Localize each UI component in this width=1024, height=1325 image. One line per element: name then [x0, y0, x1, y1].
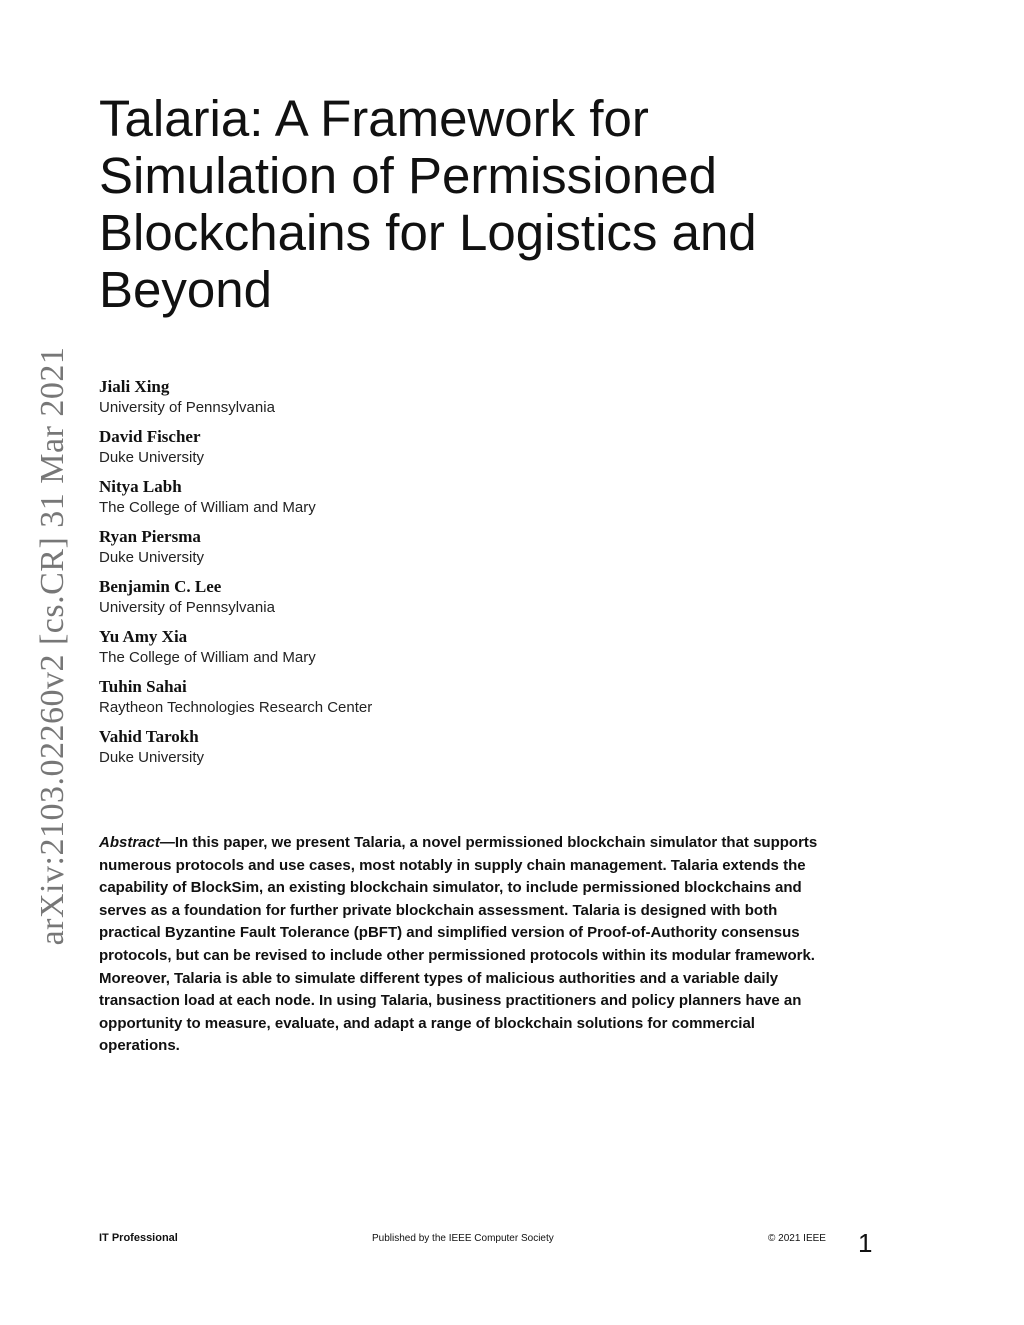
author-affiliation: Raytheon Technologies Research Center — [99, 699, 373, 716]
title-line: Simulation of Permissioned — [99, 147, 717, 204]
abstract-text: —In this paper, we present Talaria, a novel permissioned blockchain simulator that supports numerous protocols and use cases, most notably in supply chain management. Talaria extends the capability of BlockSim, an existing blockchain simulator, to include permissioned blockchains and serves as a foundation for further private blockchain assessment. Talaria is designed with both practical Byzantine Fault Tolerance (pBFT) and simplified version of Proof-of-Authority consensus protocols, but can be revised to include other permissioned protocols within its modular framework. Moreover, Talaria is able to simulate different types of malicious authorities and a variable daily transaction load at each node. In using Talaria, business practitioners and policy planners have an opportunity to measure, evaluate, and adapt a range of blockchain solutions for commercial operations. — [99, 834, 818, 1055]
author-list — [99, 376, 699, 776]
author-affiliation: Duke University — [99, 549, 205, 566]
author-name: Yu Amy Xia — [99, 627, 188, 646]
author-block — [99, 726, 699, 776]
author-affiliation: Duke University — [99, 449, 205, 466]
title-line: Beyond — [99, 261, 272, 318]
author-affiliation: The College of William and Mary — [99, 499, 316, 516]
footer-journal-name: IT Professional — [99, 1232, 178, 1244]
title-line: Blockchains for Logistics and — [99, 204, 757, 261]
author-name: Benjamin C. Lee — [99, 577, 222, 596]
author-name: Tuhin Sahai — [99, 677, 187, 696]
author-block — [99, 676, 699, 726]
author-block — [99, 626, 699, 676]
author-block — [99, 576, 699, 626]
author-block — [99, 426, 699, 476]
author-block — [99, 526, 699, 576]
abstract — [99, 832, 837, 1058]
author-affiliation: The College of William and Mary — [99, 649, 316, 666]
author-affiliation: University of Pennsylvania — [99, 599, 275, 616]
abstract-label: Abstract — [99, 834, 160, 851]
author-affiliation: Duke University — [99, 749, 205, 766]
footer-copyright: © 2021 IEEE — [768, 1233, 826, 1244]
author-name: Jiali Xing — [99, 377, 170, 396]
author-name: David Fischer — [99, 427, 201, 446]
page-number: 1 — [858, 1228, 873, 1258]
author-block — [99, 476, 699, 526]
footer-publisher: Published by the IEEE Computer Society — [372, 1233, 554, 1244]
arxiv-identifier-stamp: arXiv:2103.02260v2 [cs.CR] 31 Mar 2021 — [34, 346, 71, 946]
author-affiliation: University of Pennsylvania — [99, 399, 275, 416]
author-name: Ryan Piersma — [99, 527, 201, 546]
title-line: Talaria: A Framework for — [99, 90, 649, 147]
author-name: Vahid Tarokh — [99, 727, 199, 746]
paper-title — [99, 90, 859, 318]
author-block — [99, 376, 699, 426]
author-name: Nitya Labh — [99, 477, 182, 496]
